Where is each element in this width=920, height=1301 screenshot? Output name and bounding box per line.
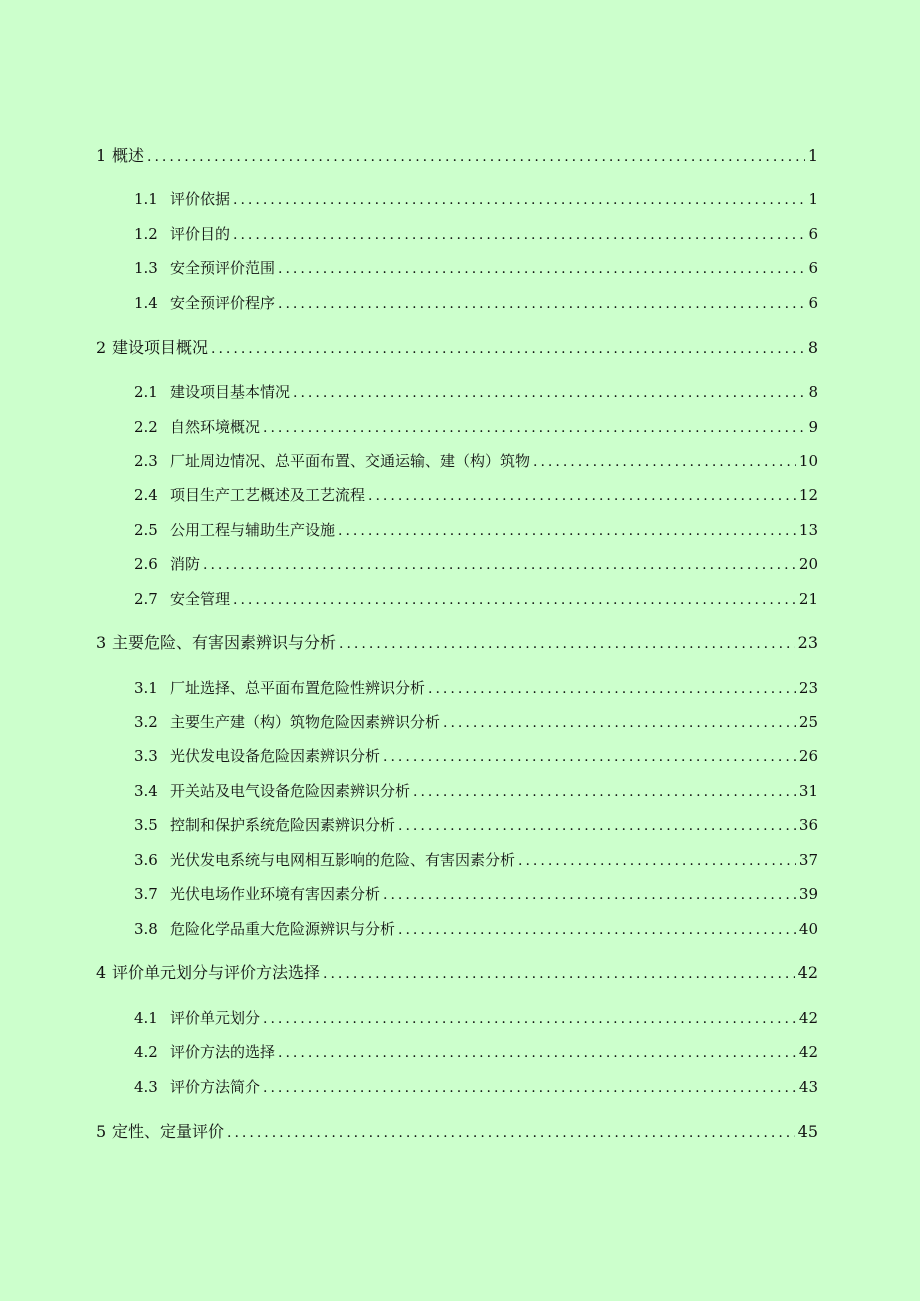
- toc-page-number: 23: [797, 633, 818, 652]
- toc-number: 3.6: [134, 851, 158, 869]
- dot-leader: [263, 1077, 796, 1099]
- toc-page-number: 6: [808, 225, 818, 243]
- toc-page-number: 43: [798, 1078, 818, 1096]
- toc-number: 4.3: [134, 1078, 158, 1096]
- toc-page-number: 10: [798, 452, 818, 470]
- dot-leader: [263, 417, 805, 439]
- toc-number: 2.5: [134, 521, 158, 539]
- dot-leader: [428, 678, 796, 700]
- toc-number: 3: [96, 633, 107, 652]
- dot-leader: [383, 746, 796, 768]
- toc-title: 控制和保护系统危险因素辨识分析: [170, 816, 396, 834]
- toc-page-number: 42: [798, 1009, 818, 1027]
- toc-entry-2-5[interactable]: [134, 519, 818, 542]
- dot-leader: [203, 554, 796, 576]
- dot-leader: [278, 293, 805, 315]
- toc-number: 3.2: [134, 713, 158, 731]
- toc-title: 项目生产工艺概述及工艺流程: [170, 486, 366, 504]
- toc-entry-2-4[interactable]: [134, 484, 818, 507]
- toc-number: 2.1: [134, 383, 158, 401]
- toc-entry-3-7[interactable]: [134, 883, 818, 906]
- toc-page-number: 1: [807, 146, 818, 165]
- dot-leader: [383, 884, 796, 906]
- toc-title: 主要生产建（构）筑物危险因素辨识分析: [170, 713, 441, 731]
- toc-entry-1-2[interactable]: [134, 223, 818, 246]
- toc-entry-2-6[interactable]: [134, 553, 818, 576]
- dot-leader: [233, 589, 796, 611]
- toc-title: 评价方法的选择: [170, 1043, 276, 1061]
- toc-page-number: 40: [798, 920, 818, 938]
- toc-page-number: 9: [808, 418, 818, 436]
- dot-leader: [368, 485, 796, 507]
- toc-entry-1-3[interactable]: [134, 257, 818, 280]
- toc-entry-1[interactable]: [96, 145, 818, 168]
- toc-number: 1.4: [134, 294, 158, 312]
- toc-title: 评价方法简介: [170, 1078, 261, 1096]
- toc-title: 安全预评价程序: [170, 294, 276, 312]
- dot-leader: [233, 189, 805, 211]
- toc-title: 评价单元划分: [170, 1009, 261, 1027]
- toc-page-number: 21: [798, 590, 818, 608]
- dot-leader: [518, 850, 796, 872]
- toc-number: 2.2: [134, 418, 158, 436]
- toc-entry-4-1[interactable]: [134, 1007, 818, 1030]
- toc-page-number: 13: [798, 521, 818, 539]
- toc-entry-4-2[interactable]: [134, 1041, 818, 1064]
- dot-leader: [263, 1008, 796, 1030]
- toc-entry-3-6[interactable]: [134, 849, 818, 872]
- toc-page-number: 31: [798, 782, 818, 800]
- dot-leader: [339, 633, 795, 655]
- toc-page-number: 1: [808, 190, 818, 208]
- toc-title: 评价目的: [170, 225, 231, 243]
- toc-page-number: 36: [798, 816, 818, 834]
- dot-leader: [233, 224, 805, 246]
- toc-page-number: 8: [807, 338, 818, 357]
- toc-entry-3[interactable]: [96, 632, 818, 655]
- toc-page-number: 8: [808, 383, 818, 401]
- toc-entry-2[interactable]: [96, 337, 818, 360]
- toc-page-number: 42: [798, 1043, 818, 1061]
- dot-leader: [293, 382, 805, 404]
- toc-title: 开关站及电气设备危险因素辨识分析: [170, 782, 411, 800]
- toc-entry-1-4[interactable]: [134, 292, 818, 315]
- toc-entry-4[interactable]: [96, 962, 818, 985]
- toc-page-number: 37: [798, 851, 818, 869]
- toc-entry-3-2[interactable]: [134, 711, 818, 734]
- toc-title: 消防: [170, 555, 201, 573]
- toc-number: 2.3: [134, 452, 158, 470]
- dot-leader: [278, 258, 805, 280]
- toc-page-number: 45: [797, 1122, 818, 1141]
- dot-leader: [323, 963, 795, 985]
- toc-title: 评价单元划分与评价方法选择: [112, 963, 321, 982]
- toc-number: 4: [96, 963, 107, 982]
- dot-leader: [211, 338, 805, 360]
- toc-title: 建设项目基本情况: [170, 383, 291, 401]
- toc-page-number: 26: [798, 747, 818, 765]
- toc-entry-2-2[interactable]: [134, 416, 818, 439]
- toc-title: 自然环境概况: [170, 418, 261, 436]
- toc-number: 2.6: [134, 555, 158, 573]
- toc-entry-1-1[interactable]: [134, 188, 818, 211]
- toc-entry-3-3[interactable]: [134, 745, 818, 768]
- toc-number: 2.7: [134, 590, 158, 608]
- toc-page-number: 39: [798, 885, 818, 903]
- toc-title: 光伏发电设备危险因素辨识分析: [170, 747, 381, 765]
- toc-page-number: 12: [798, 486, 818, 504]
- toc-entry-5[interactable]: [96, 1121, 818, 1144]
- toc-number: 1.1: [134, 190, 158, 208]
- toc-title: 安全管理: [170, 590, 231, 608]
- dot-leader: [147, 146, 805, 168]
- toc-title: 建设项目概况: [112, 338, 209, 357]
- toc-title: 主要危险、有害因素辨识与分析: [112, 633, 337, 652]
- toc-title: 光伏发电系统与电网相互影响的危险、有害因素分析: [170, 851, 516, 869]
- toc-number: 3.4: [134, 782, 158, 800]
- toc-page-number: 6: [808, 294, 818, 312]
- toc-number: 3.8: [134, 920, 158, 938]
- toc-title: 厂址周边情况、总平面布置、交通运输、建（构）筑物: [170, 452, 531, 470]
- toc-entry-3-5[interactable]: [134, 814, 818, 837]
- toc-number: 3.7: [134, 885, 158, 903]
- toc-entry-2-1[interactable]: [134, 381, 818, 404]
- toc-page-number: 25: [798, 713, 818, 731]
- toc-number: 4.2: [134, 1043, 158, 1061]
- toc-title: 安全预评价范围: [170, 259, 276, 277]
- toc-title: 评价依据: [170, 190, 231, 208]
- dot-leader: [278, 1042, 796, 1064]
- toc-entry-2-7[interactable]: [134, 588, 818, 611]
- toc-number: 2.4: [134, 486, 158, 504]
- dot-leader: [398, 919, 796, 941]
- toc-page-number: 23: [798, 679, 818, 697]
- dot-leader: [398, 815, 796, 837]
- dot-leader: [443, 712, 796, 734]
- dot-leader: [413, 781, 796, 803]
- toc-title: 定性、定量评价: [112, 1122, 225, 1141]
- toc-number: 3.3: [134, 747, 158, 765]
- toc-entry-2-3[interactable]: [134, 450, 818, 473]
- toc-title: 公用工程与辅助生产设施: [170, 521, 336, 539]
- toc-entry-3-1[interactable]: [134, 677, 818, 700]
- toc-number: 5: [96, 1122, 107, 1141]
- toc-entry-3-4[interactable]: [134, 780, 818, 803]
- toc-number: 3.5: [134, 816, 158, 834]
- toc-number: 4.1: [134, 1009, 158, 1027]
- toc-entry-4-3[interactable]: [134, 1076, 818, 1099]
- toc-number: 1.2: [134, 225, 158, 243]
- toc-title: 概述: [112, 146, 145, 165]
- dot-leader: [338, 520, 796, 542]
- toc-page-number: 20: [798, 555, 818, 573]
- toc-title: 厂址选择、总平面布置危险性辨识分析: [170, 679, 426, 697]
- toc-entry-3-8[interactable]: [134, 918, 818, 941]
- toc-number: 2: [96, 338, 107, 357]
- toc-title: 光伏电场作业环境有害因素分析: [170, 885, 381, 903]
- toc-number: 1.3: [134, 259, 158, 277]
- toc-page-number: 6: [808, 259, 818, 277]
- toc-number: 1: [96, 146, 107, 165]
- toc-page-number: 42: [797, 963, 818, 982]
- dot-leader: [533, 451, 796, 473]
- toc-number: 3.1: [134, 679, 158, 697]
- dot-leader: [227, 1122, 795, 1144]
- toc-title: 危险化学品重大危险源辨识与分析: [170, 920, 396, 938]
